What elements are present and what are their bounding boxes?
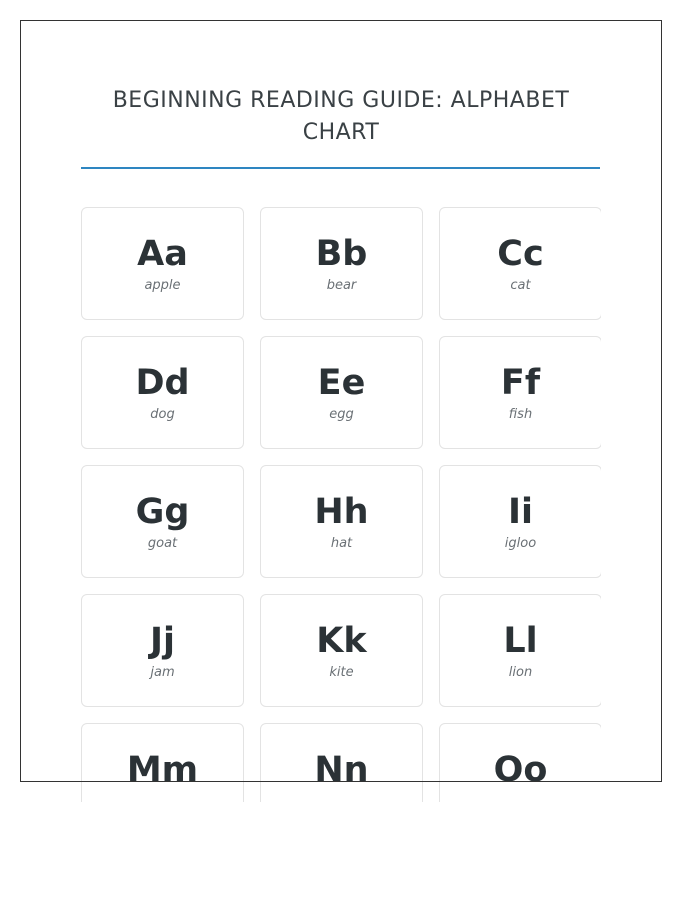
card-word: hat xyxy=(330,536,353,551)
card-word: igloo xyxy=(504,536,537,551)
card-letter: Mm xyxy=(126,750,199,790)
letter-card xyxy=(81,465,244,578)
card-letter: Ee xyxy=(317,363,366,403)
letter-card xyxy=(439,336,601,449)
page-title: BEGINNING READING GUIDE: ALPHABET CHART xyxy=(112,88,570,145)
card-letter: Dd xyxy=(135,363,190,403)
alphabet-grid-viewport xyxy=(81,207,601,802)
card-word: goat xyxy=(147,536,178,551)
card-word: kite xyxy=(329,665,354,680)
card-letter: Bb xyxy=(315,234,368,274)
letter-card xyxy=(439,723,601,802)
card-letter: Nn xyxy=(314,750,369,790)
page-header xyxy=(81,20,601,169)
letter-card xyxy=(260,594,423,707)
card-word: apple xyxy=(144,278,181,293)
card-word: egg xyxy=(329,407,354,422)
card-letter: Oo xyxy=(493,750,548,790)
card-letter: Gg xyxy=(135,492,190,532)
letter-card xyxy=(81,336,244,449)
letter-card xyxy=(439,594,601,707)
letter-card xyxy=(260,207,423,320)
letter-card xyxy=(439,207,601,320)
card-letter: Ff xyxy=(500,363,541,403)
card-word: cat xyxy=(510,278,531,293)
card-letter: Ii xyxy=(507,492,534,532)
card-letter: Hh xyxy=(314,492,369,532)
card-letter: Ll xyxy=(503,621,538,661)
letter-card xyxy=(81,723,244,802)
title-divider xyxy=(81,167,600,169)
letter-card xyxy=(260,336,423,449)
card-letter: Jj xyxy=(149,621,176,661)
card-letter: Aa xyxy=(137,234,188,274)
card-letter: Cc xyxy=(497,234,544,274)
letter-card xyxy=(81,594,244,707)
letter-card xyxy=(260,723,423,802)
card-word: jam xyxy=(150,665,175,680)
letter-card xyxy=(260,465,423,578)
alphabet-grid xyxy=(81,207,601,802)
letter-card xyxy=(81,207,244,320)
letter-card xyxy=(439,465,601,578)
card-word: lion xyxy=(508,665,533,680)
card-word: bear xyxy=(326,278,357,293)
card-letter: Kk xyxy=(316,621,367,661)
card-word: dog xyxy=(150,407,175,422)
card-word: fish xyxy=(508,407,533,422)
